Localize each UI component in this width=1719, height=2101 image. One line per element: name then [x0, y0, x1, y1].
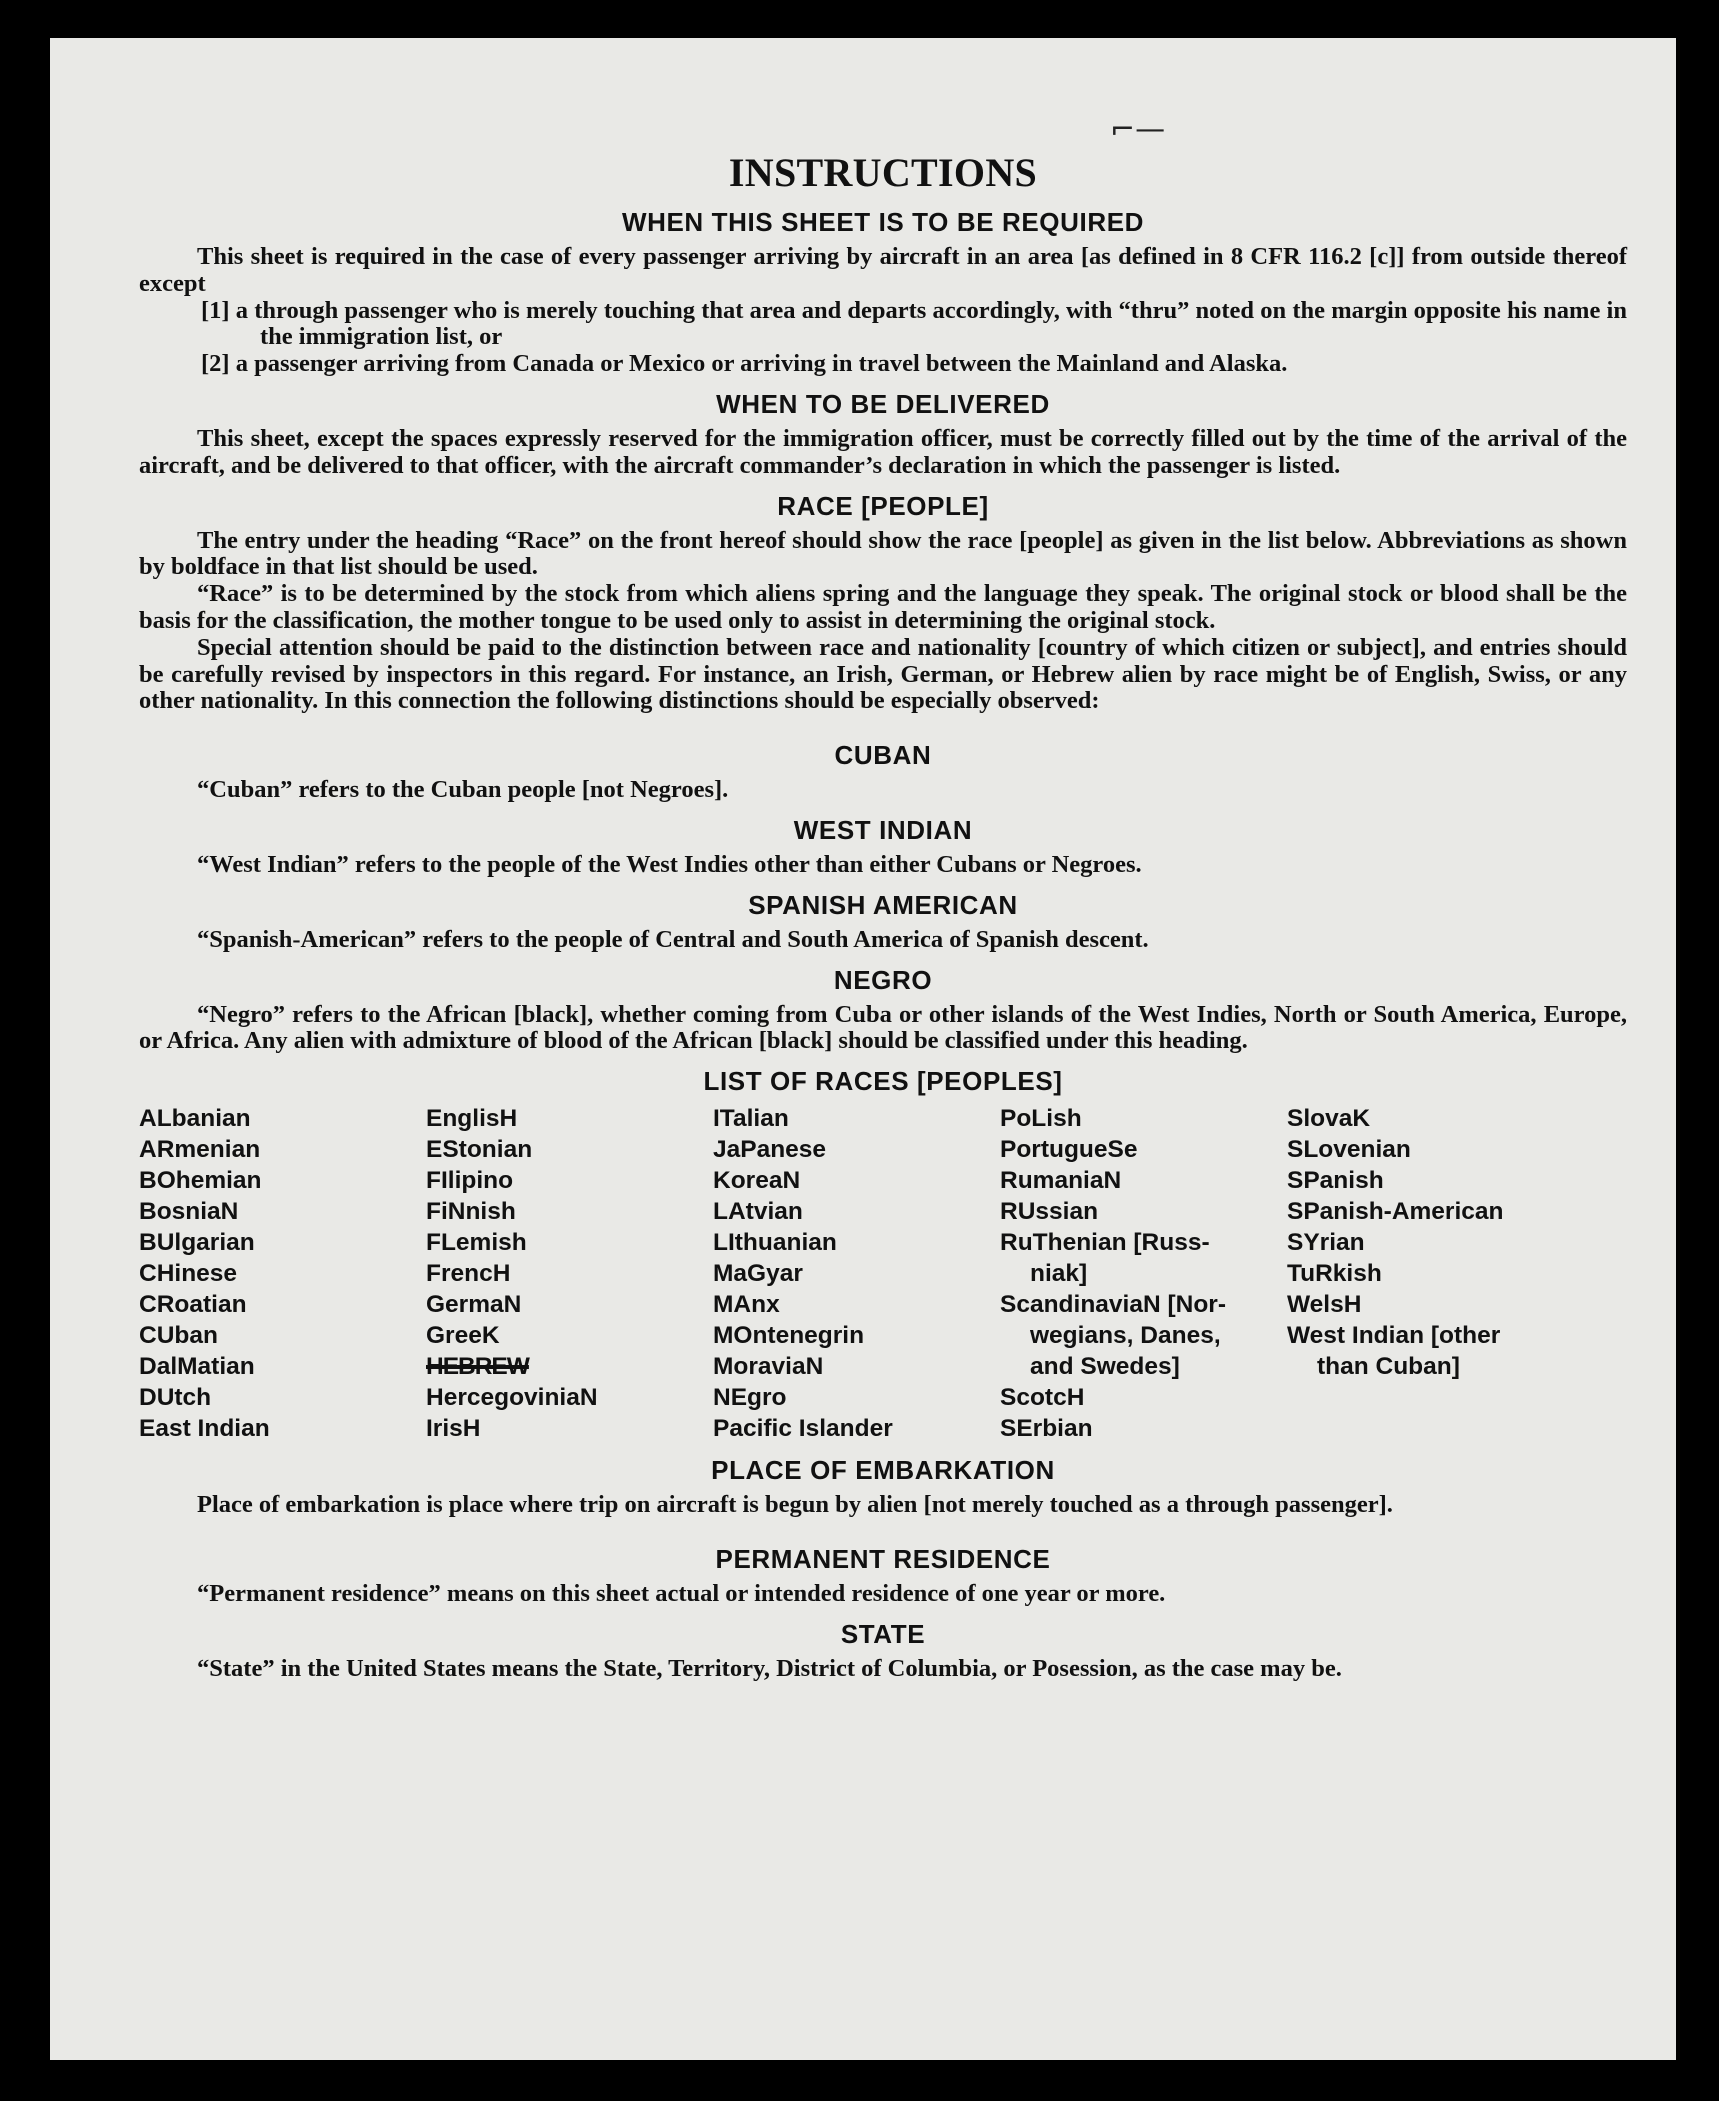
- race-entry: NEgro: [713, 1384, 787, 1412]
- race-entry: FiNnish: [426, 1198, 516, 1226]
- race-entry: EnglisH: [426, 1105, 518, 1133]
- required-intro: This sheet is required in the case of every passenger arriving by aircraft in an area [as defined in 8 CFR 116.2 [c]] from outside thereof except: [139, 243, 1627, 297]
- cuban-text: “Cuban” refers to the Cuban people [not Negroes].: [197, 776, 729, 804]
- race-entry: BUlgarian: [139, 1229, 255, 1257]
- race-entry: JaPanese: [713, 1136, 827, 1164]
- race-entry: ARmenian: [139, 1136, 261, 1164]
- race-column-1: [139, 1103, 426, 1444]
- race-entry: FrencH: [426, 1260, 511, 1288]
- instructions-body: [139, 150, 1627, 1683]
- heading-race: RACE [PEOPLE]: [777, 490, 989, 521]
- race-entry: PoLish: [1000, 1105, 1082, 1133]
- heading-cuban: CUBAN: [834, 740, 932, 771]
- race-entry: SPanish-American: [1287, 1198, 1504, 1226]
- race-entry: MaGyar: [713, 1260, 803, 1288]
- race-paragraph-1: The entry under the heading “Race” on the front hereof should show the race [people] as given in the list below. Abbreviations as shown by boldface in that list should be used.: [139, 526, 1627, 581]
- page-title: INSTRUCTIONS: [728, 150, 1038, 195]
- race-entry: DUtch: [139, 1384, 212, 1412]
- race-entry: RumaniaN: [1000, 1167, 1122, 1195]
- race-entry: TuRkish: [1287, 1260, 1382, 1288]
- race-entry: KoreaN: [713, 1167, 801, 1195]
- document-page: [50, 38, 1676, 2060]
- race-entry: PortugueSe: [1000, 1136, 1138, 1164]
- heading-permanent-residence: PERMANENT RESIDENCE: [715, 1543, 1051, 1574]
- race-entry: CUban: [139, 1322, 218, 1350]
- race-entry-struck-out: HEBREW: [426, 1353, 529, 1381]
- race-entry: SLovenian: [1287, 1136, 1411, 1164]
- heading-when-delivered: WHEN TO BE DELIVERED: [716, 388, 1050, 419]
- race-entry: SErbian: [1000, 1415, 1093, 1443]
- race-entry: WelsH: [1287, 1291, 1362, 1319]
- heading-when-required: WHEN THIS SHEET IS TO BE REQUIRED: [621, 207, 1145, 237]
- spanish-american-text: “Spanish-American” refers to the people of Central and South America of Spanish descent.: [197, 925, 1149, 953]
- race-entry: GermaN: [426, 1291, 522, 1319]
- race-column-4: [1000, 1103, 1287, 1444]
- race-entry: HercegoviniaN: [426, 1384, 598, 1412]
- race-entry: EStonian: [426, 1136, 533, 1164]
- race-entry: ALbanian: [139, 1105, 251, 1133]
- race-entry: DalMatian: [139, 1353, 255, 1381]
- race-entry: SYrian: [1287, 1229, 1365, 1257]
- race-entry: LAtvian: [713, 1198, 803, 1226]
- race-entry: wegians, Danes,: [1030, 1322, 1221, 1350]
- west-indian-text: “West Indian” refers to the people of the West Indies other than either Cubans or Negroes.: [197, 850, 1142, 878]
- race-entry: niak]: [1030, 1260, 1088, 1288]
- heading-negro: NEGRO: [833, 964, 933, 995]
- race-paragraph-3: Special attention should be paid to the distinction between race and nationality [country of which citizen or subject], and entries should be carefully revised by inspectors in this regard. For instance, an Irish, German, or Hebrew alien by race might be of English, Swiss, or any other nationality. In this connection the following distinctions should be especially observed:: [139, 633, 1627, 715]
- heading-west-indian: WEST INDIAN: [793, 814, 973, 845]
- race-entry: CRoatian: [139, 1291, 247, 1319]
- state-text: “State” in the United States means the State, Territory, District of Columbia, or Posession, as the case may be.: [197, 1654, 1342, 1682]
- race-entry: FLemish: [426, 1229, 527, 1257]
- race-entry: RUssian: [1000, 1198, 1099, 1226]
- race-entry: GreeK: [426, 1322, 500, 1350]
- race-entry: ITalian: [713, 1105, 789, 1133]
- race-column-5: [1287, 1103, 1574, 1444]
- race-entry: MOntenegrin: [713, 1322, 865, 1350]
- embarkation-text: Place of embarkation is place where trip on aircraft is begun by alien [not merely touched as a through passenger].: [197, 1491, 1393, 1519]
- race-list: [139, 1103, 1627, 1444]
- race-column-3: [713, 1103, 1000, 1444]
- delivered-text: This sheet, except the spaces expressly reserved for the immigration officer, must be correctly filled out by the time of the arrival of the aircraft, and be delivered to that officer, with the aircraft commander’s declaration in which the passenger is listed.: [139, 424, 1627, 479]
- race-entry: than Cuban]: [1317, 1353, 1460, 1381]
- heading-spanish-american: SPANISH AMERICAN: [748, 889, 1018, 920]
- race-entry: RuThenian [Russ-: [1000, 1229, 1210, 1257]
- race-entry: BOhemian: [139, 1167, 262, 1195]
- race-entry: FIlipino: [426, 1167, 514, 1195]
- heading-place-of-embarkation: PLACE OF EMBARKATION: [711, 1455, 1055, 1486]
- handwritten-mark: ⌐—: [1110, 112, 1166, 147]
- negro-text: “Negro” refers to the African [black], whether coming from Cuba or other islands of the West Indies, North or South America, Europe, or Africa. Any alien with admixture of blood of the African [black] should be classified under this heading.: [139, 1000, 1627, 1055]
- race-entry: East Indian: [139, 1415, 270, 1443]
- race-entry: ScandinaviaN [Nor-: [1000, 1291, 1226, 1319]
- heading-list-of-races: LIST OF RACES [PEOPLES]: [703, 1066, 1063, 1097]
- race-entry: MoraviaN: [713, 1353, 824, 1381]
- race-entry: MAnx: [713, 1291, 780, 1319]
- required-item-2: [2] a passenger arriving from Canada or Mexico or arriving in travel between the Mainland and Alaska.: [201, 350, 1288, 378]
- race-entry: and Swedes]: [1030, 1353, 1180, 1381]
- race-entry: IrisH: [426, 1415, 481, 1443]
- race-column-2: [426, 1103, 713, 1444]
- heading-state: STATE: [840, 1618, 926, 1649]
- race-entry: LIthuanian: [713, 1229, 837, 1257]
- race-paragraph-2: “Race” is to be determined by the stock from which aliens spring and the language they speak. The original stock or blood shall be the basis for the classification, the mother tongue to be used only to assist in determining the original stock.: [139, 580, 1627, 634]
- race-entry: ScotcH: [1000, 1384, 1085, 1412]
- race-entry: Pacific Islander: [713, 1415, 893, 1443]
- race-entry: CHinese: [139, 1260, 238, 1288]
- race-entry: West Indian [other: [1287, 1322, 1501, 1350]
- required-item-1: [1] a through passenger who is merely touching that area and departs accordingly, with “thru” noted on the margin opposite his name in the immigration list, or: [201, 296, 1627, 351]
- residence-text: “Permanent residence” means on this sheet actual or intended residence of one year or more.: [197, 1579, 1166, 1607]
- race-entry: BosniaN: [139, 1198, 239, 1226]
- race-entry: SPanish: [1287, 1167, 1384, 1195]
- race-entry: SlovaK: [1287, 1105, 1371, 1133]
